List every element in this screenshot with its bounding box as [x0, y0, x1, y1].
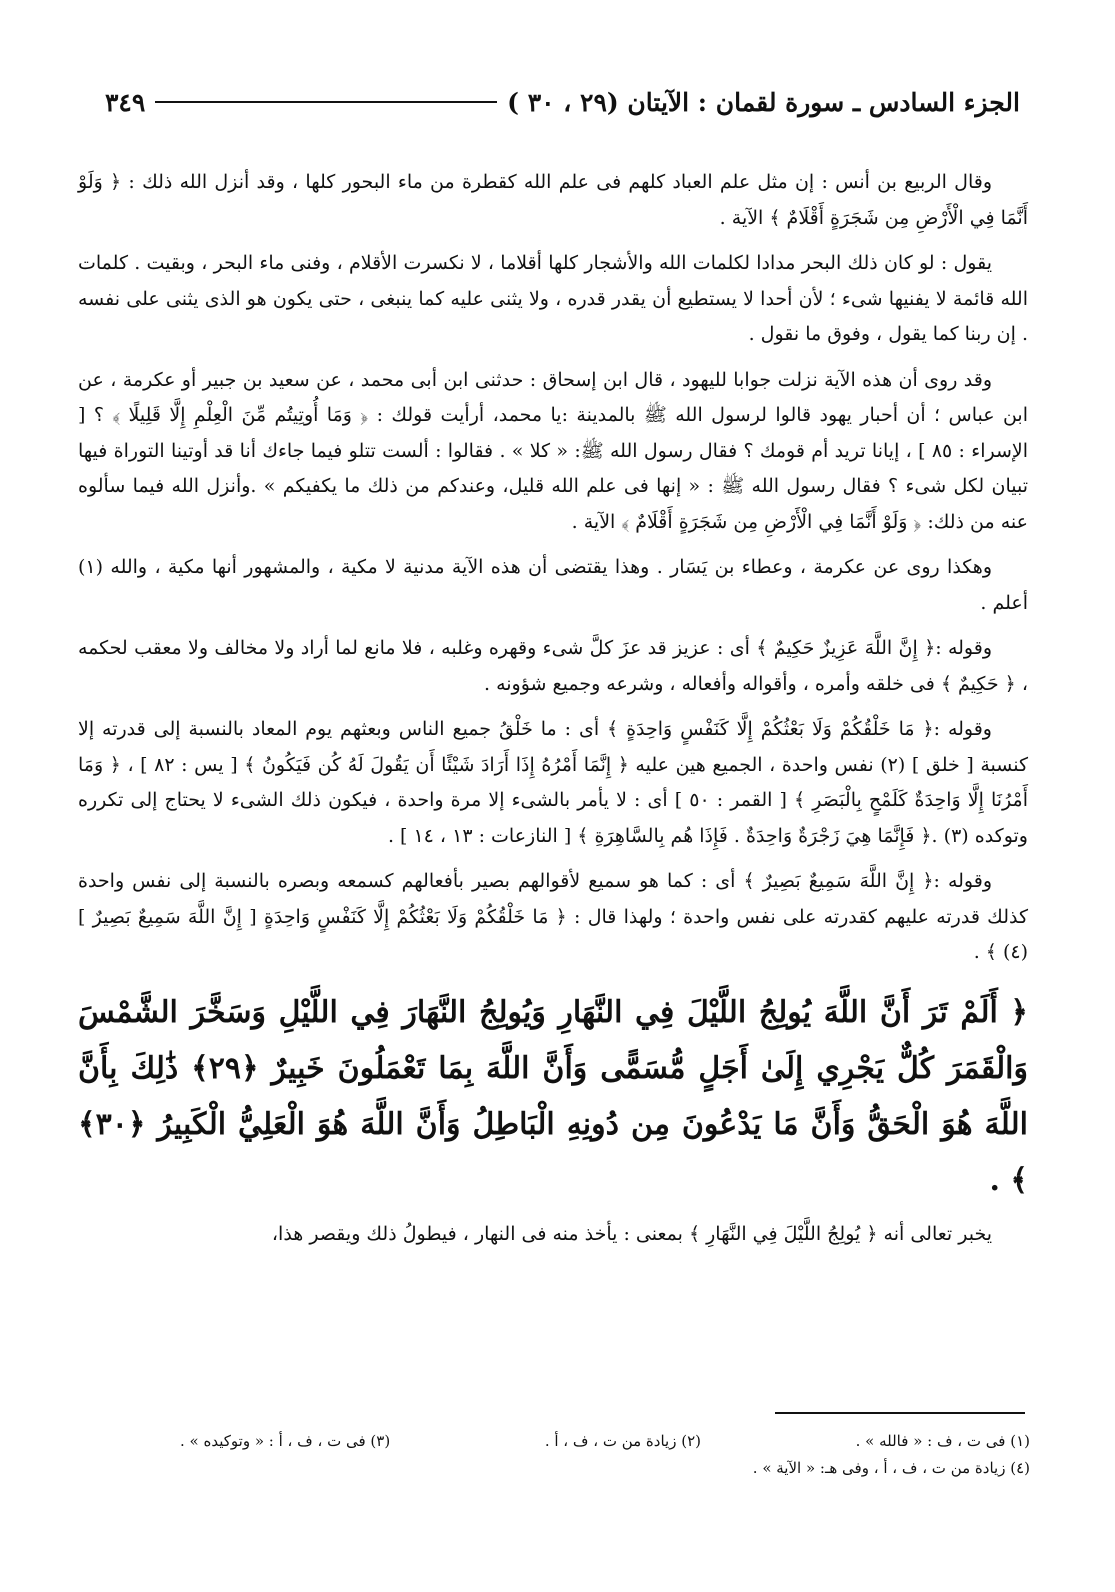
- quran-verse: ﴿ أَلَمْ تَرَ أَنَّ اللَّهَ يُولِجُ اللَّيْلَ فِي النَّهَارِ وَيُولِجُ النَّهَارَ فِي اللَّيْلِ وَسَخَّرَ الشَّمْسَ وَالْقَمَرَ كُلٌّ يَجْرِي إِلَىٰ أَجَلٍ مُّسَمًّى وَأَنَّ اللَّهَ بِمَا تَعْمَلُونَ خَبِيرٌ ﴿٢٩﴾ ذَٰلِكَ بِأَنَّ اللَّهَ هُوَ الْحَقُّ وَأَنَّ مَا يَدْعُونَ مِن دُونِهِ الْبَاطِلُ وَأَنَّ اللَّهَ هُوَ الْعَلِيُّ الْكَبِيرُ ﴿٣٠﴾ ﴾ .: [78, 994, 1028, 1198]
- footnotes: [180, 1428, 1030, 1482]
- footnote-2: (٢) زيادة من ت ، ف ، أ .: [544, 1432, 701, 1450]
- header-title: الجزء السادس ـ سورة لقمان : الآيتان (٢٩ ، ٣٠ ): [507, 87, 1020, 117]
- footnote-3: (٣) فى ت ، ف ، أ : « وتوكيده » .: [180, 1432, 391, 1450]
- footnote-row: [180, 1428, 1030, 1455]
- running-header: [105, 82, 1020, 122]
- paragraph-creation-resurrection: وقوله :﴿ مَا خَلْقُكُمْ وَلَا بَعْثُكُمْ إِلَّا كَنَفْسٍ وَاحِدَةٍ ﴾ أى : ما خَلْقُ جميع الناس وبعثهم يوم المعاد بالنسبة إلى قدرته إلا كنسبة [ خلق ] (٢) نفس واحدة ، الجميع هين عليه ﴿ إِنَّمَا أَمْرُهُ إِذَا أَرَادَ شَيْئًا أَن يَقُولَ لَهُ كُن فَيَكُونُ ﴾ [ يس : ٨٢ ] ، ﴿ وَمَا أَمْرُنَا إِلَّا وَاحِدَةٌ كَلَمْحٍ بِالْبَصَرِ ﴾ [ القمر : ٥٠ ] أى : لا يأمر بالشىء إلا مرة واحدة ، فيكون ذلك الشىء لا يحتاج إلى تكرره وتوكده (٣) .﴿ فَإِنَّمَا هِيَ زَجْرَةٌ وَاحِدَةٌ . فَإِذَا هُم بِالسَّاهِرَةِ ﴾ [ النازعات : ١٣ ، ١٤ ] .: [78, 718, 1028, 847]
- paragraph-closing: يخبر تعالى أنه ﴿ يُولِجُ اللَّيْلَ فِي النَّهَارِ ﴾ بمعنى : يأخذ منه فى النهار ، فيطولُ ذلك ويقصر هذا،: [271, 1222, 992, 1245]
- paragraph-ink-sea: يقول : لو كان ذلك البحر مدادا لكلمات الله والأشجار كلها أقلاما ، لا نكسرت الأقلام ، وفنى ماء البحر ، وبقيت . كلمات الله قائمة لا يفنيها شىء ؛ لأن أحدا لا يستطيع أن يقدر قدره ، ولا يثنى عليه كما ينبغى ، حتى يكون هو الذى يثنى على نفسه . إن ربنا كما يقول ، وفوق ما نقول .: [78, 252, 1028, 345]
- paragraph-rabi: وقال الربيع بن أنس : إن مثل علم العباد كلهم فى علم الله كقطرة من ماء البحور كلها ، وقد أنزل الله ذلك : ﴿ وَلَوْ أَنَّمَا فِي الْأَرْضِ مِن شَجَرَةٍ أَقْلَامٌ ﴾ الآية .: [78, 171, 1028, 229]
- paragraph-ikrima: وهكذا روى عن عكرمة ، وعطاء بن يَسَار . وهذا يقتضى أن هذه الآية مدنية لا مكية ، والمشهور أنها مكية ، والله (١) أعلم .: [78, 556, 1028, 614]
- paragraph-aziz-hakim: وقوله :﴿ إِنَّ اللَّهَ عَزِيزٌ حَكِيمٌ ﴾ أى : عزيز قد عزَ كلَّ شىء وقهره وغلبه ، فلا مانع لما أراد ولا مخالف ولا معقب لحكمه ، ﴿ حَكِيمٌ ﴾ فى خلقه وأمره ، وأقواله وأفعاله ، وشرعه وجميع شؤونه .: [78, 637, 1028, 695]
- paragraph-samee-baseer: وقوله :﴿ إِنَّ اللَّهَ سَمِيعٌ بَصِيرٌ ﴾ أى : كما هو سميع لأقوالهم بصير بأفعالهم كسمعه وبصره بالنسبة إلى نفس واحدة كذلك قدرته عليهم كقدرته على نفس واحدة ؛ ولهذا قال : ﴿ مَا خَلْقُكُمْ وَلَا بَعْثُكُمْ إِلَّا كَنَفْسٍ وَاحِدَةٍ [ إِنَّ اللَّهَ سَمِيعٌ بَصِيرٌ ] (٤) ﴾ .: [78, 870, 1028, 963]
- paragraph-jews-question: وقد روى أن هذه الآية نزلت جوابا لليهود ، قال ابن إسحاق : حدثنى ابن أبى محمد ، عن سعيد بن جبير أو عكرمة ، عن ابن عباس ؛ أن أحبار يهود قالوا لرسول الله ﷺ بالمدينة :يا محمد، أرأيت قولك : ﴿ وَمَا أُوتِيتُم مِّنَ الْعِلْمِ إِلَّا قَلِيلًا ﴾ ؟ [ الإسراء : ٨٥ ] ، إيانا تريد أم قومك ؟ فقال رسول الله ﷺ: « كلا » . فقالوا : ألست تتلو فيما جاءك أنا قد أوتينا التوراة فيها تبيان لكل شىء ؟ فقال رسول الله ﷺ : « إنها فى علم الله قليل، وعندكم من ذلك ما يكفيكم » .وأنزل الله فيما سألوه عنه من ذلك: ﴿ وَلَوْ أَنَّمَا فِي الْأَرْضِ مِن شَجَرَةٍ أَقْلَامٌ ﴾ الآية .: [78, 368, 1028, 533]
- footnote-row: [180, 1455, 1030, 1482]
- page-number: ٣٤٩: [105, 87, 146, 117]
- header-rule: [155, 101, 497, 103]
- footnote-rule: [775, 1412, 1025, 1414]
- page-body: [78, 165, 1028, 1262]
- footnote-4: (٤) زيادة من ت ، ف ، أ ، وفى هـ: « الآية » .: [752, 1459, 1030, 1477]
- footnote-1: (١) فى ت ، ف : « فالله » .: [855, 1432, 1030, 1450]
